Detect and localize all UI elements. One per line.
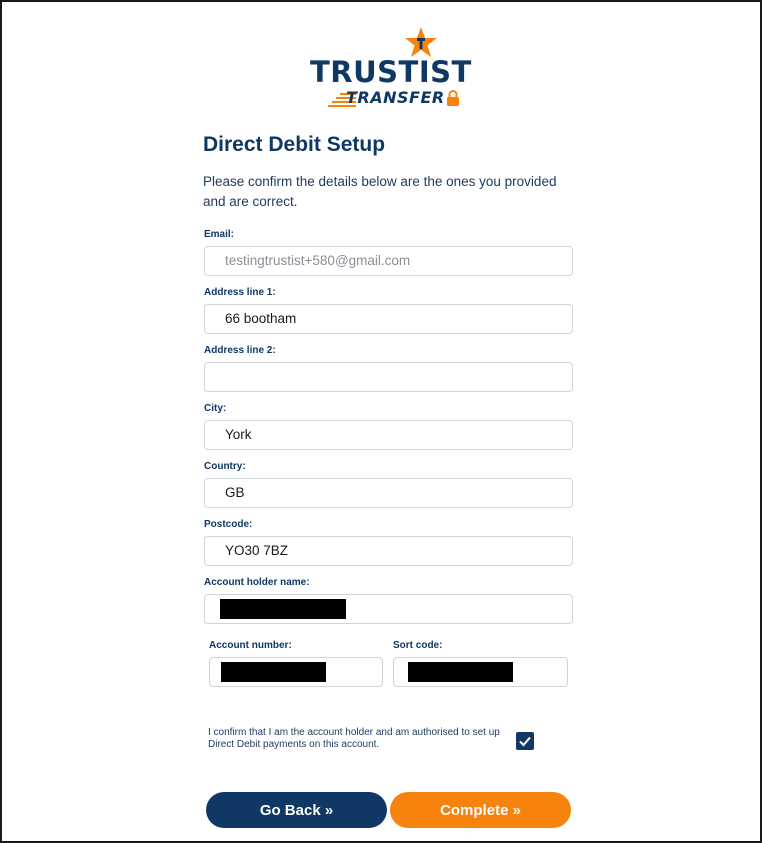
postcode-field[interactable]: YO30 7BZ bbox=[204, 536, 573, 566]
logo-wordmark-transfer: TRANSFER bbox=[346, 88, 445, 107]
trustist-transfer-logo bbox=[310, 26, 470, 110]
logo-wordmark-trustist: TRUSTIST bbox=[310, 55, 472, 89]
redaction-block bbox=[220, 599, 346, 619]
address-line-1-field[interactable]: 66 bootham bbox=[204, 304, 573, 334]
email-field[interactable]: testingtrustist+580@gmail.com bbox=[204, 246, 573, 276]
email-label: Email: bbox=[204, 229, 235, 240]
country-label: Country: bbox=[204, 461, 246, 472]
country-field[interactable]: GB bbox=[204, 478, 573, 508]
confirm-text: I confirm that I am the account holder and am authorised to set up Direct Debit payments on this account. bbox=[208, 727, 500, 750]
confirm-checkbox[interactable] bbox=[516, 732, 534, 750]
account-number-label: Account number: bbox=[209, 640, 292, 651]
address-line-1-label: Address line 1: bbox=[204, 287, 276, 298]
redaction-block bbox=[221, 662, 326, 682]
lock-icon bbox=[446, 90, 460, 106]
complete-button[interactable]: Complete » bbox=[390, 792, 571, 828]
postcode-label: Postcode: bbox=[204, 519, 253, 530]
redaction-block bbox=[408, 662, 513, 682]
city-label: City: bbox=[204, 403, 227, 414]
address-line-2-label: Address line 2: bbox=[204, 345, 276, 356]
address-line-2-field[interactable] bbox=[204, 362, 573, 392]
go-back-button[interactable]: Go Back » bbox=[206, 792, 387, 828]
sort-code-label: Sort code: bbox=[393, 640, 443, 651]
account-holder-label: Account holder name: bbox=[204, 577, 310, 588]
city-field[interactable]: York bbox=[204, 420, 573, 450]
page-title: Direct Debit Setup bbox=[203, 133, 386, 156]
intro-text: Please confirm the details below are the ones you provided and are correct. bbox=[203, 174, 557, 209]
checkmark-icon bbox=[516, 732, 534, 750]
